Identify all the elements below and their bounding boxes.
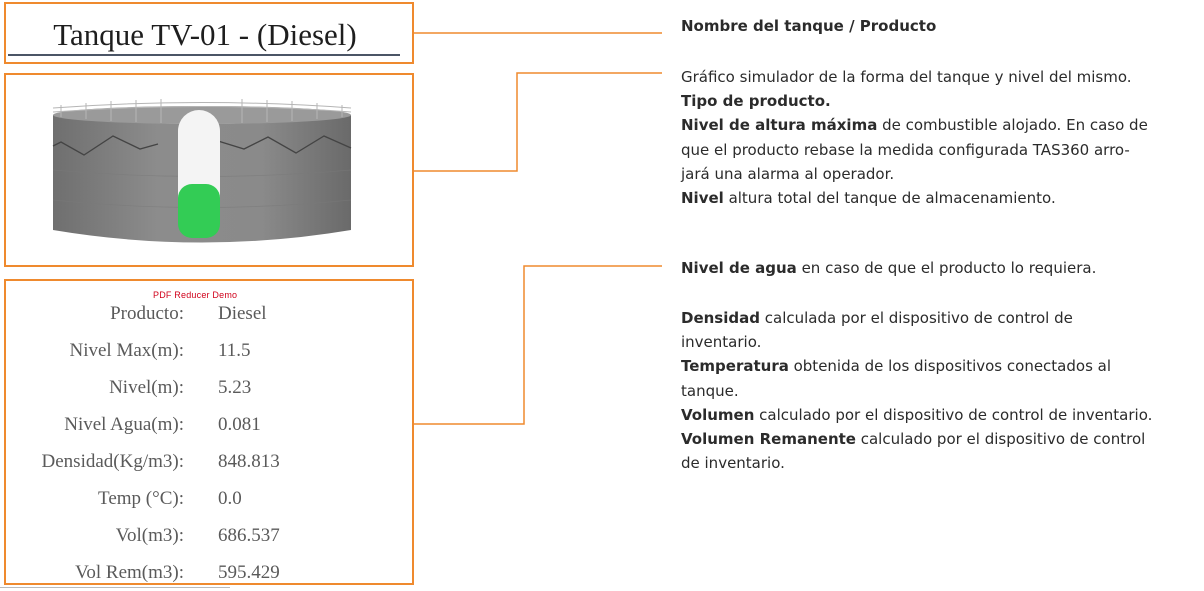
bottom-stub-line — [0, 587, 230, 588]
annotation-agua-block — [681, 256, 1201, 280]
annotation-graphic: Gráfico simulador de la forma del tanque y nivel del mismo. — [681, 68, 1132, 86]
row-producto — [6, 303, 406, 327]
row-label: Densidad(Kg/m3): — [41, 451, 184, 472]
row-vol — [6, 525, 406, 549]
annotation-max-line2: que el producto rebase la medida configurada TAS360 arro- — [681, 140, 1130, 159]
annotation-agua-rest: en caso de que el producto lo requiera. — [796, 259, 1097, 277]
tank-illustration — [6, 75, 412, 265]
annotation-max-line3: jará una alarma al operador. — [681, 164, 895, 183]
tank-graphic-box — [4, 73, 414, 267]
annotation-dens-line2: inventario. — [681, 333, 762, 352]
title-underline — [8, 54, 400, 56]
row-value: 686.537 — [218, 525, 280, 546]
row-nivel-agua — [6, 414, 406, 438]
annotation-vol-bold: Volumen — [681, 405, 755, 424]
row-densidad — [6, 451, 406, 475]
row-temp — [6, 488, 406, 512]
row-label: Producto: — [110, 303, 184, 324]
annotation-dens-rest: calculada por el dispositivo de control de — [759, 309, 1073, 327]
row-label: Nivel Max(m): — [69, 340, 184, 361]
annotation-name — [681, 14, 1201, 38]
annotation-agua-bold: Nivel de agua — [681, 259, 797, 277]
annotation-dens-bold: Densidad — [681, 309, 760, 327]
row-nivel-max — [6, 340, 406, 364]
tank-title: Tanque TV-01 - (Diesel) — [53, 17, 357, 52]
annotation-max-rest: de combustible alojado. En caso de — [877, 116, 1148, 135]
tank-data-box — [4, 279, 414, 585]
row-value: Diesel — [218, 303, 267, 324]
tank-title-box — [4, 2, 414, 64]
annotation-graphic-block — [681, 65, 1201, 210]
row-label: Vol Rem(m3): — [75, 562, 184, 583]
level-gauge-liquid — [178, 184, 220, 238]
annotation-nivel-bold: Nivel — [681, 189, 724, 208]
annotation-volrem-line2: de inventario. — [681, 454, 785, 473]
annotation-temp-bold: Temperatura — [681, 357, 789, 376]
annotation-temp-line2: tanque. — [681, 381, 739, 400]
annotation-volrem-bold: Volumen Remanente — [681, 430, 856, 449]
annotation-volrem-rest: calculado por el dispositivo de control — [855, 430, 1146, 449]
watermark-text: PDF Reducer Demo — [153, 290, 238, 300]
annotation-vol-rest: calculado por el dispositivo de control de inventario. — [754, 405, 1153, 424]
row-label: Nivel(m): — [109, 377, 184, 398]
row-value: 5.23 — [218, 377, 252, 398]
annotation-tipo: Tipo de producto. — [681, 92, 831, 111]
connector-data — [414, 266, 662, 424]
row-label: Nivel Agua(m): — [64, 414, 184, 435]
annotation-name-text: Nombre del tanque / Producto — [681, 17, 937, 35]
row-nivel — [6, 377, 406, 401]
annotation-max-bold: Nivel de altura máxima — [681, 116, 878, 135]
row-value: 595.429 — [218, 562, 280, 583]
annotation-data-block — [681, 306, 1201, 475]
annotation-temp-rest: obtenida de los dispositivos conectados al — [788, 357, 1112, 376]
row-vol-rem — [6, 562, 406, 586]
row-label: Vol(m3): — [115, 525, 184, 546]
row-value: 0.081 — [218, 414, 261, 435]
row-value: 0.0 — [218, 488, 242, 509]
row-value: 848.813 — [218, 451, 280, 472]
connector-tank — [414, 73, 662, 171]
annotation-nivel-rest: altura total del tanque de almacenamiento. — [723, 189, 1056, 208]
row-value: 11.5 — [218, 340, 251, 361]
row-label: Temp (°C): — [98, 488, 184, 509]
